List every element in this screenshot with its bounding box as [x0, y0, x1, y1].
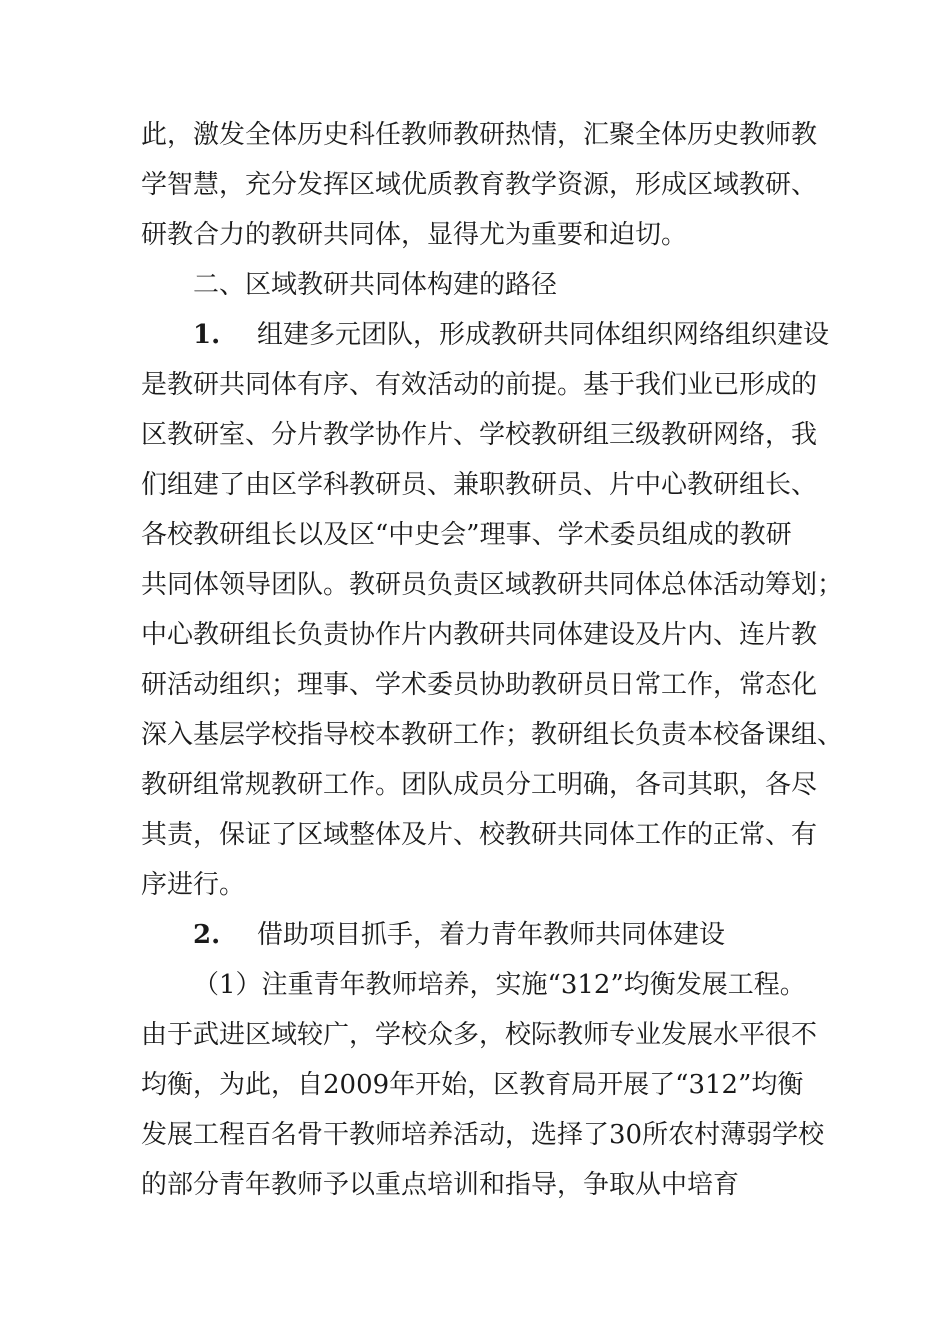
text-line: 此，激发全体历史科任教师教研热情，汇聚全体历史教师教 [141, 120, 818, 150]
text-line: 发展工程百名骨干教师培养活动，选择了30所农村薄弱学校 [141, 1120, 825, 1150]
text-line: 是教研共同体有序、有效活动的前提。基于我们业已形成的 [141, 370, 818, 400]
subsection-heading: （1）注重青年教师培养，实施“312”均衡发展工程。 [193, 970, 806, 1000]
text-line: 各校教研组长以及区“中史会”理事、学术委员组成的教研 [141, 520, 792, 550]
text-line: 研教合力的教研共同体，显得尤为重要和迫切。 [141, 220, 688, 250]
list-item-2-heading [141, 910, 821, 960]
text-line: 深入基层学校指导校本教研工作；教研组长负责本校备课组、 [141, 720, 844, 750]
list-item-text: 借助项目抓手，着力青年教师共同体建设 [257, 920, 726, 950]
list-number: 1. [193, 320, 221, 350]
text-line: 区教研室、分片教学协作片、学校教研组三级教研网络，我 [141, 420, 818, 450]
text-line: 共同体领导团队。教研员负责区域教研共同体总体活动筹划； [141, 570, 844, 600]
text-line: 中心教研组长负责协作片内教研共同体建设及片内、连片教 [141, 620, 818, 650]
text-line: 学智慧，充分发挥区域优质教育教学资源，形成区域教研、 [141, 170, 818, 200]
section-heading: 二、区域教研共同体构建的路径 [193, 270, 558, 300]
list-number: 2. [193, 920, 221, 950]
text-line: 教研组常规教研工作。团队成员分工明确，各司其职，各尽 [141, 770, 818, 800]
text-line: 由于武进区域较广，学校众多，校际教师专业发展水平很不 [141, 1020, 818, 1050]
text-line: 们组建了由区学科教研员、兼职教研员、片中心教研组长、 [141, 470, 818, 500]
body-text [141, 110, 844, 1210]
list-item-text: 组建多元团队，形成教研共同体组织网络组织建设 [257, 320, 830, 350]
text-line: 均衡，为此，自2009年开始，区教育局开展了“312”均衡 [141, 1070, 804, 1100]
text-line: 序进行。 [141, 870, 246, 900]
text-line: 研活动组织；理事、学术委员协助教研员日常工作，常态化 [141, 670, 818, 700]
list-item-1-heading [141, 310, 830, 360]
text-line: 其责，保证了区域整体及片、校教研共同体工作的正常、有 [141, 820, 818, 850]
text-line: 的部分青年教师予以重点培训和指导，争取从中培育 [141, 1170, 740, 1200]
